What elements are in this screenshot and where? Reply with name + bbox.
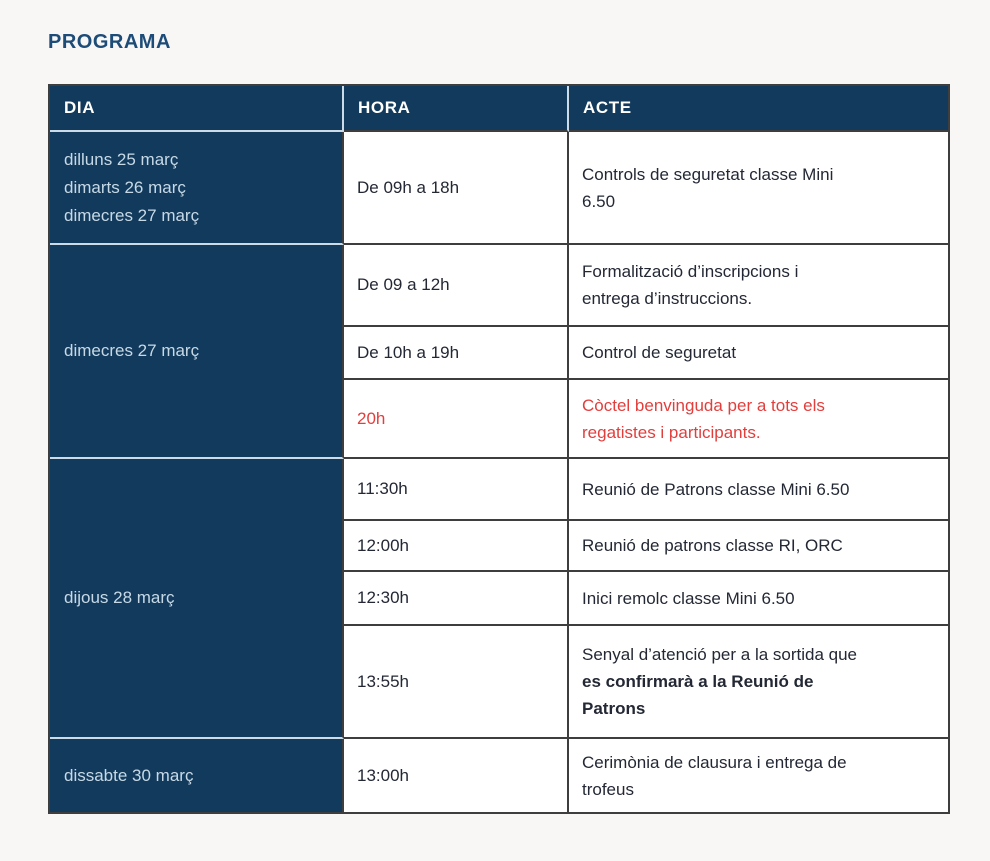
acte-line: Reunió de Patrons classe Mini 6.50 [582,479,850,499]
acte-line: Controls de seguretat classe Mini [582,164,834,184]
table-row [50,739,950,814]
acte-line: Reunió de patrons classe RI, ORC [582,536,843,555]
acte-line: regatistes i participants. [582,422,761,442]
day-line: dimarts 26 març [64,177,186,197]
acte-line: entrega d’instruccions. [582,289,753,308]
hora-cell: De 10h a 19h [344,327,569,380]
acte-line: Senyal d’atenció per a la sortida que [582,645,858,664]
acte-cell [569,739,950,814]
acte-cell [569,521,950,572]
day-cell [50,459,344,739]
acte-line: trofeus [582,779,634,799]
program-table [48,84,950,814]
acte-line: Formalització d’inscripcions i [582,262,799,281]
day-cell [50,132,344,245]
table-row [50,132,950,245]
acte-cell [569,245,950,327]
table-row [50,459,950,521]
hora-cell: 13:00h [344,739,569,814]
acte-cell [569,626,950,739]
hora-cell: 20h [344,380,569,459]
acte-line-bold: Patrons [582,699,646,718]
acte-cell [569,327,950,380]
page-title: PROGRAMA [48,31,171,53]
acte-line: Inici remolc classe Mini 6.50 [582,588,795,608]
day-cell [50,245,344,459]
acte-line-bold: es confirmarà a la Reunió de [582,672,814,691]
acte-cell [569,132,950,245]
day-line: dissabte 30 març [64,765,194,785]
hora-cell: 12:00h [344,521,569,572]
acte-cell [569,572,950,626]
table-header-row [50,86,950,132]
hora-cell: De 09h a 18h [344,132,569,245]
acte-cell [569,380,950,459]
acte-line: Cerimònia de clausura i entrega de [582,752,847,772]
day-line: dijous 28 març [64,588,175,607]
acte-line: 6.50 [582,191,616,211]
acte-cell [569,459,950,521]
column-header-hora: HORA [344,86,569,132]
hora-cell: De 09 a 12h [344,245,569,327]
hora-cell: 11:30h [344,459,569,521]
column-header-acte: ACTE [569,86,950,132]
day-line: dilluns 25 març [64,149,179,169]
acte-line: Còctel benvinguda per a tots els [582,395,825,415]
day-line: dimecres 27 març [64,205,200,225]
hora-cell: 12:30h [344,572,569,626]
day-cell [50,739,344,814]
table-row [50,245,950,327]
column-header-dia: DIA [50,86,344,132]
hora-cell: 13:55h [344,626,569,739]
acte-line: Control de seguretat [582,343,737,362]
day-line: dimecres 27 març [64,341,200,360]
